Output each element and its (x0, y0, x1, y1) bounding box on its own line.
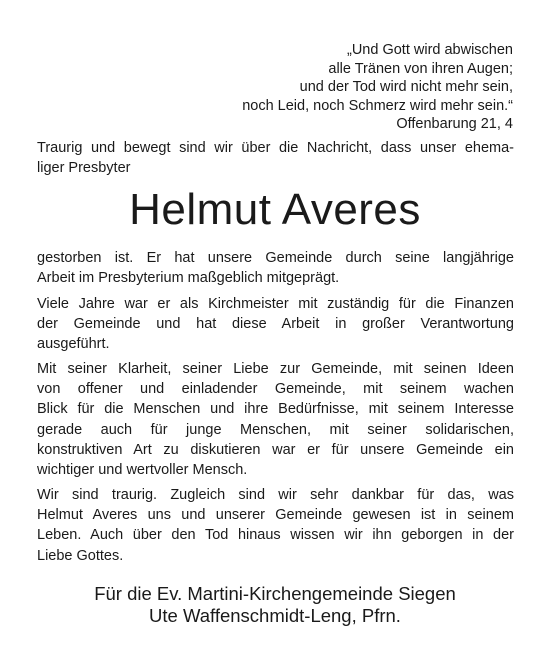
paragraph-4 (37, 485, 514, 566)
intro-paragraph (37, 138, 514, 178)
text-line: Leben. Auch über den Tod hinaus wissen wir ihn geborgen in der (37, 527, 514, 544)
text-line: Helmut Averes uns und unserer Gemeinde gewesen ist in seinem (37, 507, 514, 524)
text-line: gerade auch für junge Menschen, mit seiner solidarischen, (37, 421, 514, 438)
quote-line: noch Leid, noch Schmerz wird mehr sein.“ (242, 97, 513, 114)
bible-quote (242, 41, 513, 134)
deceased-name: Helmut Averes (129, 185, 421, 234)
text-line: Blick für die Menschen und ihre Bedürfnisse, mit seinem Interesse (37, 401, 514, 418)
signature-block (0, 583, 550, 627)
quote-source: Offenbarung 21, 4 (396, 116, 513, 132)
text-line: Mit seiner Klarheit, seiner Liebe zur Gemeinde, mit seinen Ideen (37, 361, 514, 377)
quote-line: „Und Gott wird abwischen (346, 42, 513, 58)
text-line: Wir sind traurig. Zugleich sind wir sehr dankbar für das, was (37, 487, 514, 503)
paragraph-2 (37, 294, 514, 355)
text-line: Viele Jahre war er als Kirchmeister mit zuständig für die Finanzen (37, 296, 514, 312)
text-line: Liebe Gottes. (37, 547, 124, 564)
text-line: Arbeit im Presbyterium maßgeblich mitgeprägt. (37, 270, 340, 287)
quote-line: und der Tod wird nicht mehr sein, (299, 79, 513, 95)
signature-person: Ute Waffenschmidt-Leng, Pfrn. (149, 605, 401, 626)
paragraph-1 (37, 248, 514, 288)
text-line: wichtiger und wertvoller Mensch. (37, 462, 248, 479)
signature-organization: Für die Ev. Martini-Kirchengemeinde Siegen (94, 583, 456, 604)
text-line: Traurig und bewegt sind wir über die Nachricht, dass unser ehema- (37, 140, 514, 156)
text-line: liger Presbyter (37, 160, 131, 177)
text-line: gestorben ist. Er hat unsere Gemeinde durch seine langjährige (37, 250, 514, 266)
text-line: konstruktiven Art zu diskutieren war er für unsere Gemeinde ein (37, 441, 514, 458)
paragraph-3 (37, 359, 514, 480)
quote-line: alle Tränen von ihren Augen; (328, 60, 513, 77)
text-line: ausgeführt. (37, 336, 110, 353)
text-line: der Gemeinde und hat diese Arbeit in großer Verantwortung (37, 316, 514, 333)
text-line: von offener und einladender Gemeinde, mit seinem wachen (37, 381, 514, 398)
